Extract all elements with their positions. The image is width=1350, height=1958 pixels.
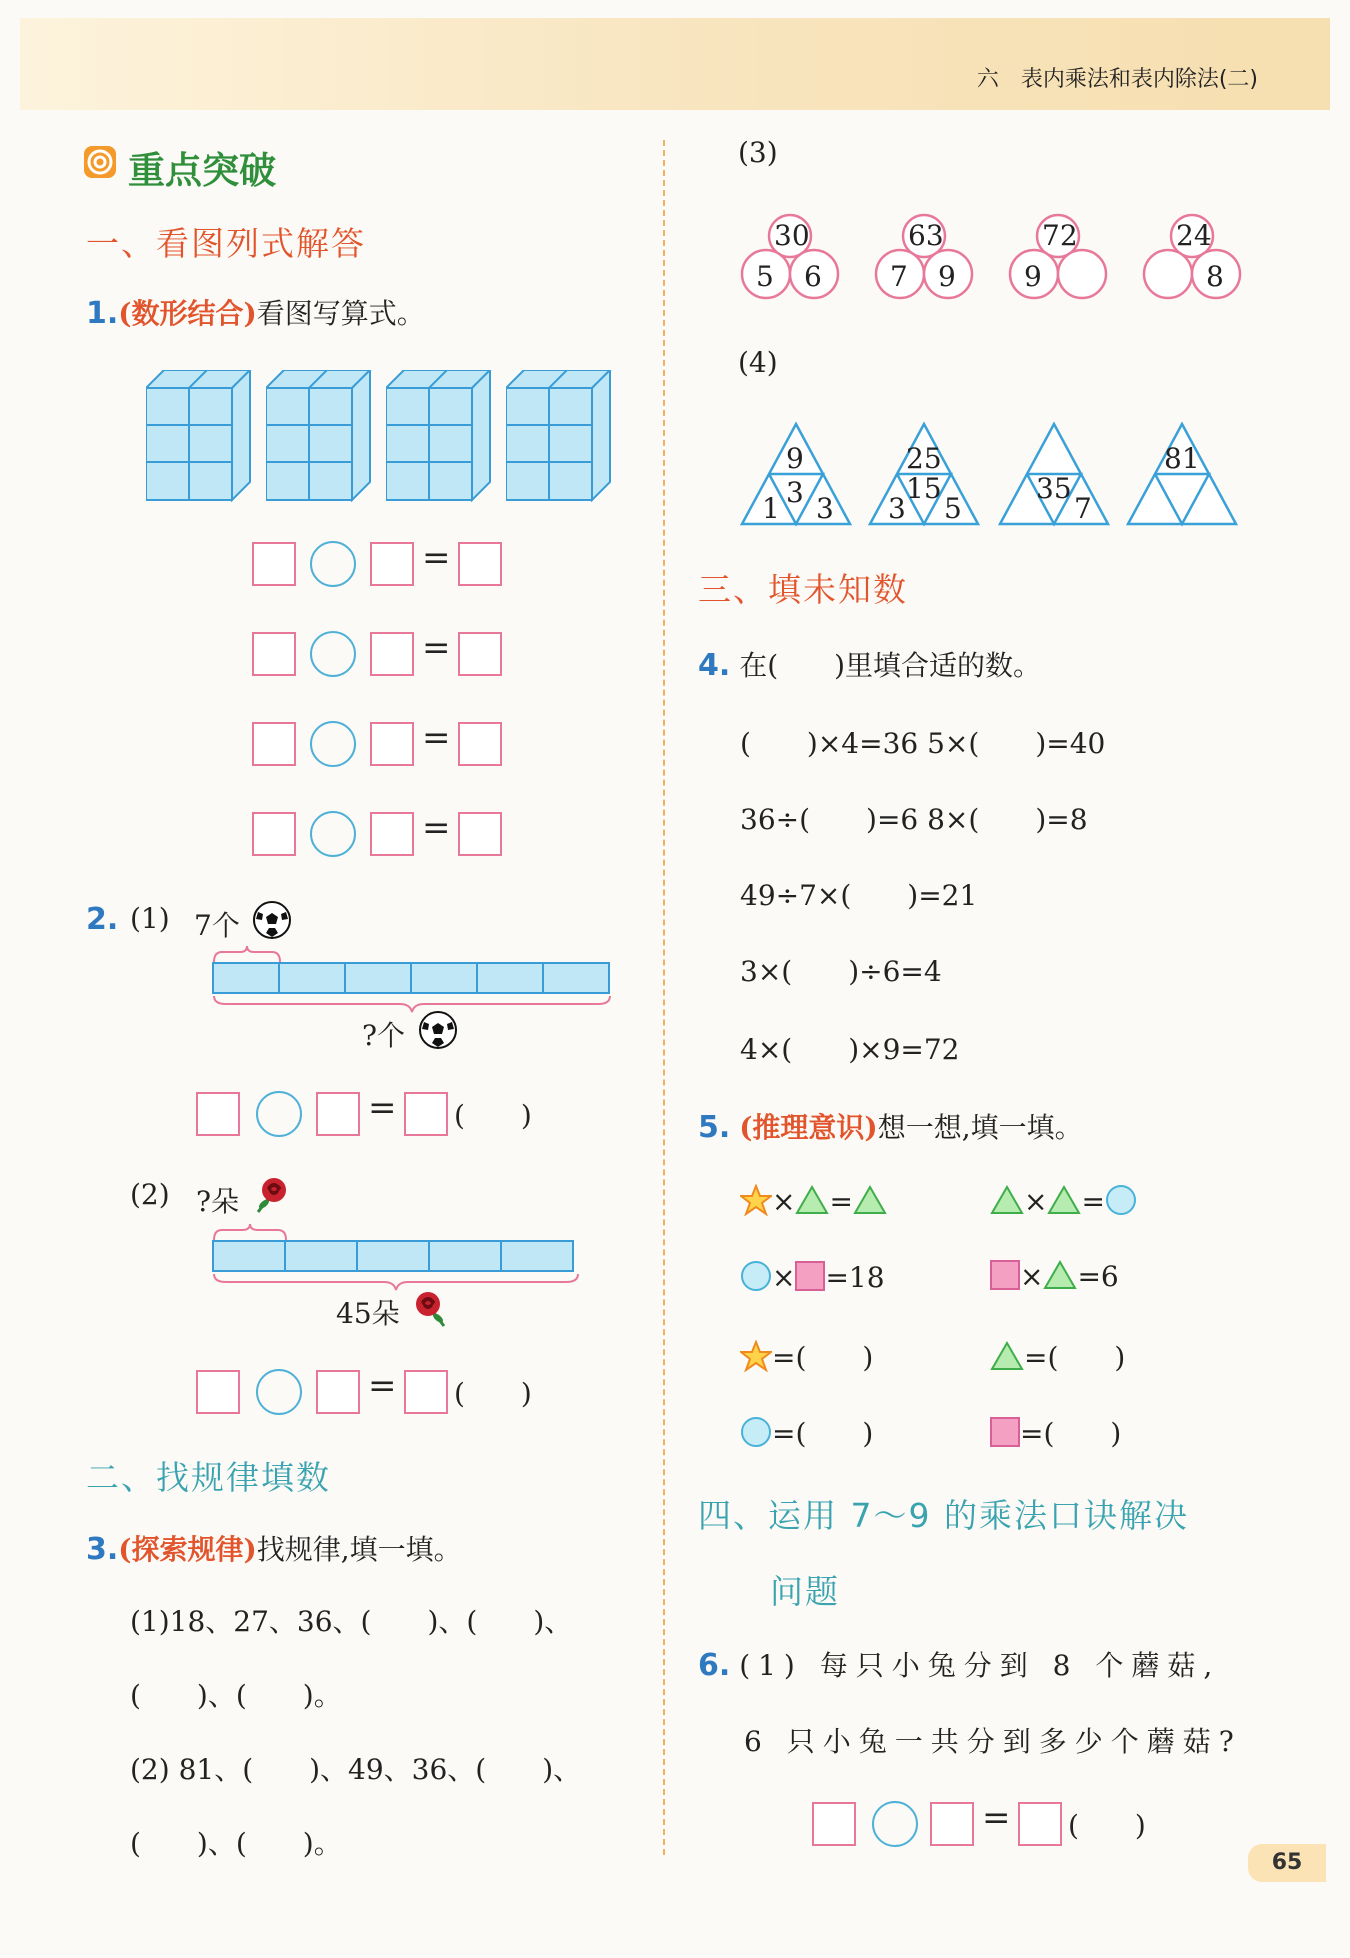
section-3-heading: 三、填未知数 — [698, 570, 908, 609]
square-icon — [990, 1260, 1020, 1290]
page-number-tab — [1248, 1844, 1326, 1882]
answer-box[interactable] — [458, 542, 502, 586]
flower-puzzle — [872, 212, 976, 308]
q5-tag: (推理意识) — [739, 1111, 878, 1144]
answer-box[interactable] — [458, 812, 502, 856]
q4-line: 4×( )×9=72 — [740, 1033, 960, 1066]
unit-blank[interactable]: ( ) — [454, 1377, 532, 1410]
equals-sign: = — [829, 1185, 853, 1218]
flower-left-number: 5 — [756, 260, 774, 293]
flower-right-number: 9 — [938, 260, 956, 293]
q5-row — [990, 1412, 1121, 1452]
answer-box[interactable] — [252, 542, 296, 586]
section-4-heading: 四、运用 7～9 的乘法口诀解决 — [698, 1496, 1189, 1535]
answer-blank[interactable]: =( ) — [1020, 1417, 1122, 1450]
q6-number: 6. — [698, 1648, 731, 1683]
question-6 — [698, 1644, 1220, 1684]
triangle-top-number: 25 — [906, 442, 942, 475]
q2-number: 2. — [86, 902, 119, 937]
bar-segment — [344, 962, 412, 994]
answer-box[interactable] — [404, 1092, 448, 1136]
q4-line: 36÷( )=6 8×( )=8 — [740, 803, 1088, 836]
q1-text: 看图写算式。 — [256, 297, 425, 330]
triangle-icon — [853, 1185, 887, 1215]
q4-number: 4. — [698, 648, 731, 683]
answer-box[interactable] — [316, 1092, 360, 1136]
answer-box[interactable] — [812, 1802, 856, 1846]
triangle-center-number: 35 — [1036, 472, 1072, 505]
q5-number: 5. — [698, 1110, 731, 1145]
equals-sign: = — [368, 1366, 397, 1406]
q5-row — [740, 1260, 885, 1294]
q4-text: 在( )里填合适的数。 — [739, 649, 1042, 682]
equals-sign: = — [982, 1798, 1011, 1838]
flower-left-number: 7 — [890, 260, 908, 293]
triangle-icon — [1043, 1260, 1077, 1290]
section-title: 重点突破 — [128, 149, 276, 192]
triangle-left-number: 3 — [888, 492, 906, 525]
flower-top-number: 30 — [774, 219, 810, 252]
equals-sign: = — [1081, 1185, 1105, 1218]
answer-box[interactable] — [458, 722, 502, 766]
q3-number: 3. — [86, 1532, 119, 1567]
operator-circle[interactable] — [310, 811, 356, 857]
bar-segment — [284, 1240, 358, 1272]
section-1-heading: 一、看图列式解答 — [86, 224, 366, 263]
q1-number: 1. — [86, 296, 119, 331]
section-4-heading-cont: 问题 — [770, 1572, 840, 1611]
triangle-icon — [795, 1185, 829, 1215]
answer-box[interactable] — [252, 632, 296, 676]
triangle-icon — [990, 1341, 1024, 1371]
flower-right-number: 8 — [1206, 260, 1224, 293]
cube-stack — [506, 370, 616, 509]
equals-sign: = — [422, 718, 451, 758]
triangle-puzzle — [996, 420, 1112, 532]
q5-row — [740, 1412, 873, 1452]
column-divider — [663, 140, 665, 1855]
answer-box[interactable] — [404, 1370, 448, 1414]
flower-top-number: 24 — [1176, 219, 1212, 252]
times-sign: × — [772, 1261, 796, 1294]
equals-sign: = — [422, 628, 451, 668]
q4-line: 49÷7×( )=21 — [740, 879, 978, 912]
answer-box[interactable] — [316, 1370, 360, 1414]
triangle-puzzle — [738, 420, 854, 532]
triangle-center-number: 15 — [906, 472, 942, 505]
flower-puzzle — [738, 212, 842, 308]
q5-row — [740, 1336, 873, 1376]
q6-line-1: (1) 每只小兔分到 8 个蘑菇, — [739, 1649, 1221, 1682]
q3-text: 找规律,填一填。 — [256, 1533, 462, 1566]
q2-part2-bottom-label: 45朵 — [336, 1297, 400, 1330]
operator-circle[interactable] — [310, 721, 356, 767]
q5-row — [990, 1184, 1137, 1218]
q3-line-2: ( )、( )。 — [130, 1679, 342, 1712]
chapter-title: 六 表内乘法和表内除法(二) — [976, 67, 1258, 92]
target-icon — [84, 146, 116, 178]
q1-tag: (数形结合) — [118, 297, 257, 330]
q2-part1-bottom-label: ?个 — [362, 1019, 406, 1052]
q5-row — [990, 1260, 1119, 1293]
times-sign: × — [1020, 1260, 1044, 1293]
times-sign: × — [1024, 1185, 1048, 1218]
triangle-left-number: 1 — [762, 492, 780, 525]
bar-segment — [542, 962, 610, 994]
cube-stack — [146, 370, 256, 509]
q2-part1-label: (1) — [130, 902, 170, 935]
answer-box[interactable] — [370, 542, 414, 586]
square-icon — [795, 1261, 825, 1291]
answer-box[interactable] — [252, 812, 296, 856]
flower-puzzle — [1006, 212, 1110, 308]
bar-diagram — [212, 962, 610, 994]
brace-bottom — [212, 994, 612, 1018]
flower-top-number: 72 — [1042, 219, 1078, 252]
triangle-icon — [990, 1185, 1024, 1215]
soccer-ball-icon — [252, 900, 292, 944]
q5-row — [740, 1184, 887, 1218]
equals-sign: = — [422, 808, 451, 848]
rose-icon — [250, 1172, 294, 1220]
q3-line-1: (1)18、27、36、( )、( )、 — [130, 1605, 573, 1638]
answer-blank[interactable]: =( ) — [772, 1341, 874, 1374]
question-1 — [86, 292, 425, 332]
answer-box[interactable] — [370, 722, 414, 766]
q6-line-2: 6 只小兔一共分到多少个蘑菇? — [744, 1725, 1242, 1758]
answer-box[interactable] — [252, 722, 296, 766]
star-icon — [740, 1340, 772, 1372]
cube-stack — [386, 370, 496, 509]
answer-box[interactable] — [370, 812, 414, 856]
bar-segment — [278, 962, 346, 994]
bar-segment — [500, 1240, 574, 1272]
q2-part2-top-label: ?朵 — [196, 1185, 240, 1218]
circle-icon — [740, 1260, 772, 1292]
equals-sign: = — [422, 538, 451, 578]
bar-segment — [356, 1240, 430, 1272]
circle-icon — [740, 1416, 772, 1448]
bar-segment — [212, 962, 280, 994]
flower-right-number: 6 — [804, 260, 822, 293]
question-4 — [698, 644, 1041, 684]
bar-segment — [428, 1240, 502, 1272]
triangle-puzzle — [1124, 420, 1240, 532]
triangle-right-number: 7 — [1074, 492, 1092, 525]
equals-sign: = — [368, 1088, 397, 1128]
section-2-heading: 二、找规律填数 — [86, 1458, 331, 1497]
operator-circle[interactable] — [872, 1801, 918, 1847]
question-5 — [698, 1106, 1083, 1146]
bar-segment — [476, 962, 544, 994]
q3-part3-label: (3) — [738, 136, 778, 169]
flower-puzzle — [1140, 212, 1244, 308]
rose-icon — [408, 1286, 452, 1334]
bar-diagram — [212, 1240, 578, 1272]
times-sign: × — [772, 1185, 796, 1218]
q2-part1-top-label: 7个 — [194, 909, 240, 942]
triangle-top-number: 81 — [1164, 442, 1200, 475]
operator-circle[interactable] — [256, 1369, 302, 1415]
triangle-right-number: 3 — [816, 492, 834, 525]
operator-circle[interactable] — [310, 541, 356, 587]
triangle-top-number: 9 — [786, 442, 804, 475]
q3-part4-label: (4) — [738, 346, 778, 379]
triangle-icon — [1047, 1185, 1081, 1215]
answer-box[interactable] — [196, 1370, 240, 1414]
circle-icon — [1105, 1184, 1137, 1216]
operator-circle[interactable] — [310, 631, 356, 677]
answer-box[interactable] — [930, 1802, 974, 1846]
answer-box[interactable] — [370, 632, 414, 676]
q3-line-4: ( )、( )。 — [130, 1827, 342, 1860]
triangle-puzzle — [866, 420, 982, 532]
q3-tag: (探索规律) — [118, 1533, 257, 1566]
triangle-right-number: 5 — [944, 492, 962, 525]
unit-blank[interactable]: ( ) — [454, 1099, 532, 1132]
flower-left-number: 9 — [1024, 260, 1042, 293]
cube-stack — [266, 370, 376, 509]
answer-box[interactable] — [196, 1092, 240, 1136]
q4-line: ( )×4=36 5×( )=40 — [740, 727, 1106, 760]
square-icon — [990, 1417, 1020, 1447]
page-number: 65 — [1271, 1850, 1303, 1875]
answer-box[interactable] — [458, 632, 502, 676]
q5-text: 想一想,填一填。 — [877, 1111, 1083, 1144]
answer-blank[interactable]: =( ) — [772, 1417, 874, 1450]
answer-box[interactable] — [1018, 1802, 1062, 1846]
answer-blank[interactable]: =( ) — [1024, 1341, 1126, 1374]
q5-row — [990, 1336, 1125, 1376]
triangle-center-number: 3 — [786, 476, 804, 509]
unit-blank[interactable]: ( ) — [1068, 1809, 1146, 1842]
q2-part2-label: (2) — [130, 1178, 170, 1211]
soccer-ball-icon — [418, 1010, 458, 1054]
bar-segment — [410, 962, 478, 994]
question-3 — [86, 1528, 462, 1568]
q4-line: 3×( )÷6=4 — [740, 955, 942, 988]
equals-value: =6 — [1077, 1260, 1119, 1293]
operator-circle[interactable] — [256, 1091, 302, 1137]
star-icon — [740, 1184, 772, 1216]
flower-top-number: 63 — [908, 219, 944, 252]
bar-segment — [212, 1240, 286, 1272]
q3-line-3: (2) 81、( )、49、36、( )、 — [130, 1753, 582, 1786]
equals-value: =18 — [825, 1261, 885, 1294]
